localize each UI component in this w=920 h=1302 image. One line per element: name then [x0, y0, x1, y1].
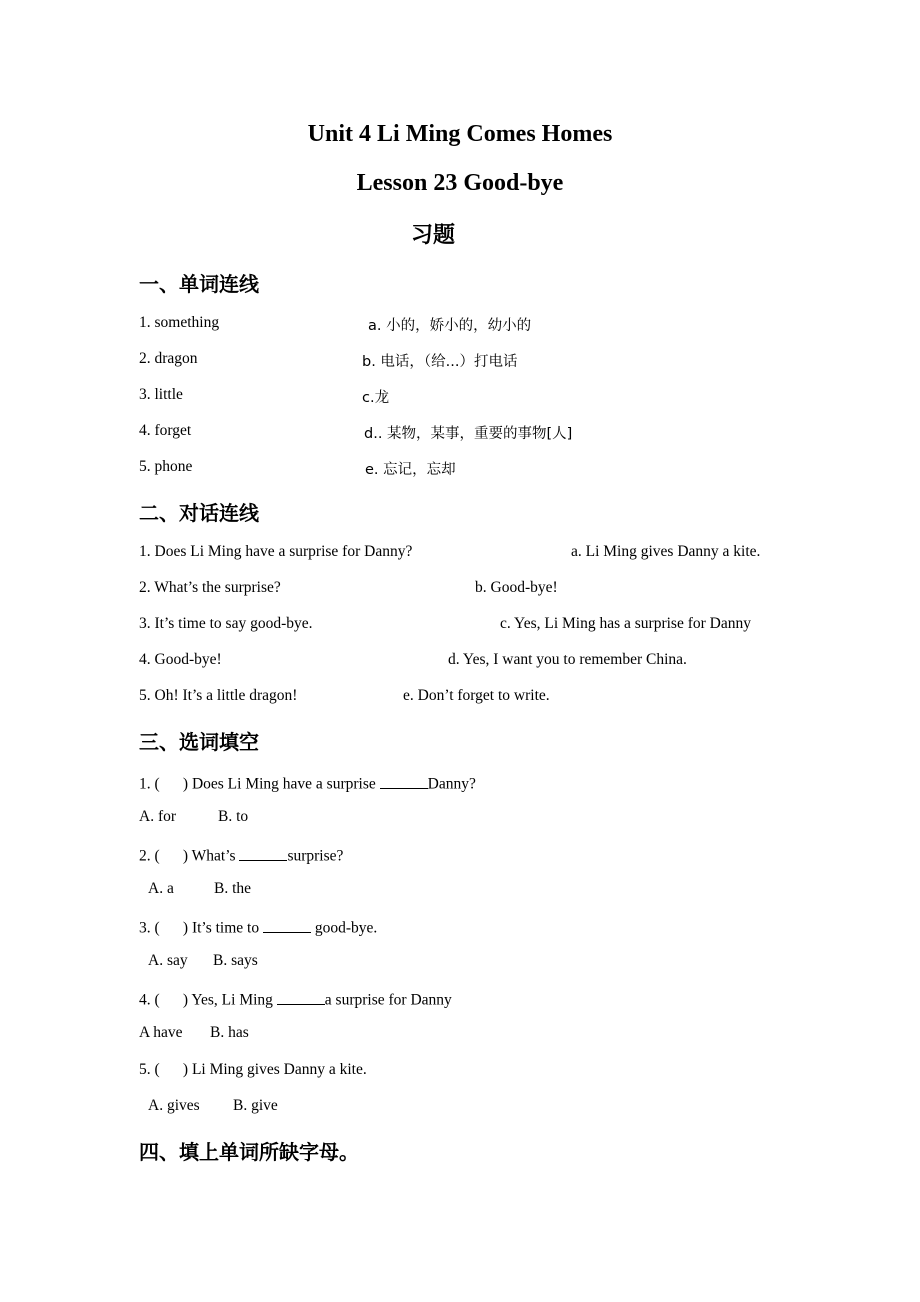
option: B. has [210, 1024, 249, 1041]
question-text: surprise? [287, 847, 344, 865]
question-text: 2. ( ) What’s [139, 847, 240, 865]
question-1 [139, 772, 476, 794]
word-item: 3. little [139, 386, 183, 403]
dialog-answer: b. Good-bye! [475, 579, 558, 596]
dialog-answer: e. Don’t forget to write. [403, 687, 550, 704]
meaning-item: d.. 某物，某事，重要的事物[人] [364, 426, 573, 442]
question-text: 4. ( ) Yes, Li Ming [139, 991, 277, 1009]
option: B. the [214, 880, 252, 897]
option: A have [139, 1024, 183, 1041]
option: A. for [139, 808, 177, 825]
dialog-question: 4. Good-bye! [139, 651, 222, 668]
option: B. give [233, 1097, 278, 1114]
word-item: 1. something [139, 314, 220, 331]
question-2 [139, 844, 343, 866]
answer-blank[interactable] [277, 988, 325, 1005]
document-title: Unit 4 Li Ming Comes Homes [307, 121, 613, 147]
dialog-answer: d. Yes, I want you to remember China. [448, 651, 687, 668]
question-text: Danny? [427, 775, 476, 793]
answer-blank[interactable] [239, 844, 287, 861]
question-text: 3. ( ) It’s time to [139, 919, 263, 937]
word-item: 2. dragon [139, 350, 198, 367]
section-3-heading: 三、选词填空 [139, 730, 259, 754]
dialog-question: 1. Does Li Ming have a surprise for Danny? [139, 543, 413, 560]
dialog-question: 5. Oh! It’s a little dragon! [139, 687, 298, 704]
option: A. gives [148, 1097, 200, 1114]
question-5: 5. ( ) Li Ming gives Danny a kite. [139, 1061, 367, 1078]
section-2-heading: 二、对话连线 [139, 501, 259, 525]
word-item: 4. forget [139, 422, 192, 439]
option: B. to [218, 808, 249, 825]
dialog-question: 2. What’s the surprise? [139, 579, 281, 596]
exercise-label: 习题 [411, 223, 456, 248]
section-1-heading: 一、单词连线 [139, 272, 259, 296]
dialog-answer: c. Yes, Li Ming has a surprise for Danny [500, 615, 751, 632]
question-text: 1. ( ) Does Li Ming have a surprise [139, 775, 380, 793]
meaning-item: a. 小的，娇小的，幼小的 [368, 318, 532, 334]
meaning-item: e. 忘记，忘却 [365, 462, 456, 478]
dialog-answer: a. Li Ming gives Danny a kite. [571, 543, 761, 560]
dialog-question: 3. It’s time to say good-bye. [139, 615, 313, 632]
answer-blank[interactable] [380, 772, 428, 789]
meaning-item: b. 电话，（给...）打电话 [362, 354, 518, 370]
meaning-item: c.龙 [362, 390, 390, 406]
lesson-title: Lesson 23 Good-bye [356, 170, 564, 196]
word-item: 5. phone [139, 458, 193, 475]
question-3 [139, 916, 377, 938]
question-text: good-bye. [311, 919, 378, 937]
question-text: a surprise for Danny [324, 991, 452, 1009]
section-4-heading: 四、填上单词所缺字母。 [139, 1140, 359, 1164]
question-4 [139, 988, 452, 1010]
option: A. a [148, 880, 174, 897]
option: B. says [213, 952, 258, 969]
option: A. say [148, 952, 188, 969]
answer-blank[interactable] [263, 916, 311, 933]
